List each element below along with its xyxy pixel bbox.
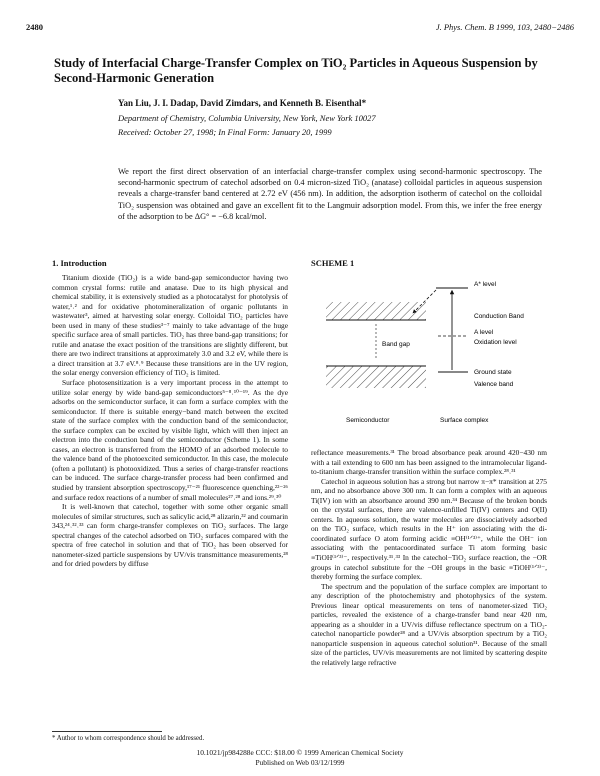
label-semiconductor: Semiconductor <box>346 417 390 424</box>
label-a-star-level: A* level <box>474 281 497 288</box>
conduction-band-block <box>326 302 426 320</box>
label-surface-complex: Surface complex <box>440 417 489 424</box>
section-heading-introduction: 1. Introduction <box>52 258 107 268</box>
footnote: * Author to whom correspondence should be addressed. <box>52 735 205 742</box>
paragraph: Catechol in aqueous solution has a strong but narrow π−π* transition at 275 nm, and no absorbance above 300 nm. It can form a complex with an aqueous Ti(IV) ion with an absorbance around 390 nm.³⁴ Because of the broken bonds on the crystal surfaces, there are valence-unfilled Ti(IV) centers and O(II) centers. In aqueous solution, the water molecules are dissociatively adsorbed on the TiO₂ surface, which results in the H⁺ ion associating with the di-coordinated surface O atom forming acidic ≡OH⁽¹ᐟ³⁾⁺, while the OH⁻ ion associating with the pentacoordinated surface Ti atom forming basic ≡TiOH⁽¹ᐟ³⁾⁻, respectively.³¹˒³³ In the catechol−TiO₂ surface reaction, the −OR groups in catechol substitute for the −OH groups in the basic ≡TiOH⁽¹ᐟ³⁾⁻, thereby forming the surface complex. <box>311 476 547 582</box>
page-number: 2480 <box>26 22 43 32</box>
label-band-gap: Band gap <box>382 341 410 348</box>
article-title: Study of Interfacial Charge-Transfer Complex on TiO₂ Particles in Aqueous Suspension by Second-Harmonic Generation <box>54 56 538 85</box>
paragraph: It is well-known that catechol, together with some other organic small molecules of similar structures, such as salicylic acid,²⁸ alizarin,³² and coumarin 343,²⁴˒³²˒³³ can form charge-transfer complexes on TiO₂ surfaces. The large spectral changes of the catechol adsorbed on TiO₂ surfaces compared with the spectra of free catechol in solution and that of TiO₂ has been observed for nanometer-sized particle suspensions by UV/vis transmittance measurements,²⁸ and for dried powders by diffuse <box>52 502 288 569</box>
published-date: Published on Web 03/12/1999 <box>255 758 345 767</box>
journal-citation: J. Phys. Chem. B 1999, 103, 2480−2486 <box>435 22 574 32</box>
authors: Yan Liu, J. I. Dadap, David Zimdars, and Kenneth B. Eisenthal* <box>118 98 367 108</box>
scheme-title: SCHEME 1 <box>311 258 355 268</box>
paragraph: Surface photosensitization is a very important process in the attempt to utilize solar energy by wide band-gap semiconductors⁵⁻⁸˒¹⁰⁻¹⁹. As the dye adsorbs on the semiconductor surface, it can form a surface complex with the semiconductor. If there is suitable energy−band match between the excited state of the surface complex with the conduction band of the semiconductor, the surface complex can be excited by visible light, which will then inject an electron into the conduction band of the semiconductor (Scheme 1). In some cases, an electron is transferred from the HOMO of an adsorbed molecule to the valence band of the photoexcited semiconductor. In this case, the molecule (often a pollutant) is photooxidized. Thus a series of charge-transfer reactions can be induced. The surface charge-transfer process had been confirmed and studied by transient absorption spectroscopy,¹⁷⁻²¹ fluorescence quenching,²²⁻²⁶ and surface redox reactions of a number of small molecules²⁷˒²⁸ and ions.²⁹˒³⁰ <box>52 378 288 502</box>
doi-line: 10.1021/jp984288e CCC: $18.00 © 1999 American Chemical Society <box>196 748 404 757</box>
scheme-diagram <box>318 274 548 444</box>
label-oxidation-level: Oxidation level <box>474 339 517 346</box>
paragraph: The spectrum and the population of the surface complex are important to any description of the photochemistry and photophysics of the system. Previous linear optical measurements on tens of nanometer-sized TiO₂ particles, revealed the existence of a charge-transfer band near 420 nm, appearing as a shoulder in a UV/vis diffuse reflectance spectrum on a TiO₂-catechol nanoparticle powder²⁸ and a UV/vis absorption spectrum by a TiO₂ nanoparticle suspension in aqueous catechol solution³¹. Because of the small size of the particles, UV/vis measurements are not limited by scattering despite the relatively large refractive <box>311 581 547 668</box>
footnote-rule <box>52 731 162 732</box>
column-left <box>52 273 288 569</box>
label-ground-state: Ground state <box>474 369 512 376</box>
label-conduction-band: Conduction Band <box>474 313 524 320</box>
label-a-level: A level <box>474 329 494 336</box>
paragraph: Titanium dioxide (TiO₂) is a wide band-gap semiconductor having two common crystal forms: rutile and anatase. Due to its high physical and chemical stability, it is extensively studied as a photocatalyst for photolysis of water,¹˒² and for oxidative photomineralization of organic pollutants in wastewater³, aimed at harvesting solar energy. Colloidal TiO₂ particles have been used in many of these studies³⁻⁷ mainly to take advantage of the huge specific surface area of small particles. TiO₂ has three band-gap transitions; for rutile and anatase the exact position of the transitions are slightly different, but there are two indirect transitions at approximately 3.0 and 3.2 eV, while there is a direct transition at 3.7 eV.⁸˒⁹ Because these transitions are in the UV region, the solar energy conversion efficiency of TiO₂ is limited. <box>52 273 288 378</box>
valence-band-block <box>326 366 426 388</box>
received-dates: Received: October 27, 1998; In Final Form: January 20, 1999 <box>118 127 332 137</box>
abstract: We report the first direct observation of an interfacial charge-transfer complex using second-harmonic spectroscopy. The second-harmonic spectrum of catechol adsorbed on 0.4 micron-sized TiO₂ (anatase) colloidal particles in aqueous suspension reveals a charge-transfer band centered at 2.72 eV (456 nm). In addition, the adsorption isotherm of catechol on the colloidal TiO₂ suspension was obtained and gave an excellent fit to the Langmuir adsorption model. From this, we infer the free energy of the adsorption to be ΔG° = −6.8 kcal/mol. <box>118 167 542 221</box>
department: Department of Chemistry, Columbia University, New York, New York 10027 <box>118 113 376 123</box>
paragraph: reflectance measurements.³¹ The broad absorbance peak around 420−430 nm with a tail extending to 600 nm has been assigned to the intramolecular ligand-to-titanium charge-transfer transition within the surface complex.²⁸˒³¹ <box>311 448 547 477</box>
label-valence-band: Valence band <box>474 381 514 388</box>
column-right <box>311 448 547 668</box>
